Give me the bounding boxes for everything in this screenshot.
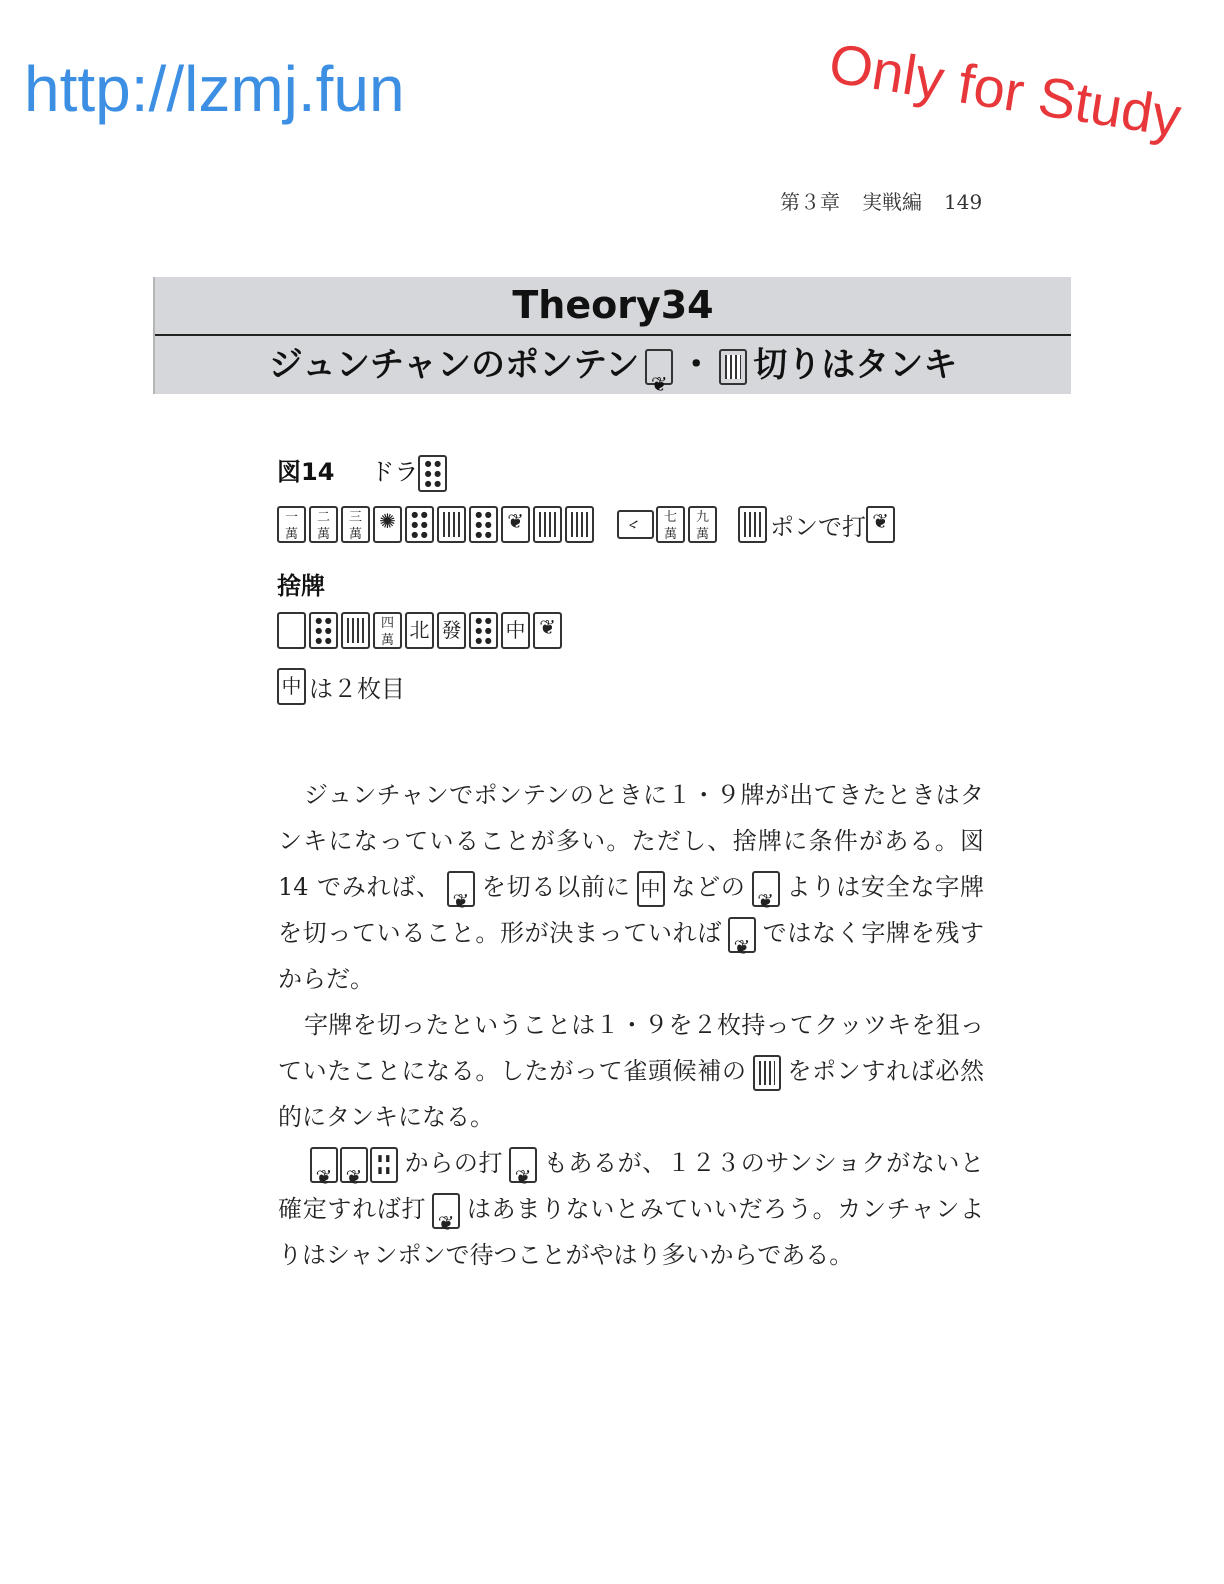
heading-sep: ・ bbox=[679, 345, 714, 385]
watermark-study: Only for Study bbox=[824, 30, 1186, 149]
tile-icon-1s bbox=[645, 349, 673, 385]
tile-1p-icon bbox=[373, 506, 402, 543]
heading-text-1: ジュンチャンのポンテン bbox=[268, 345, 640, 385]
tile-3s-icon bbox=[370, 1147, 398, 1183]
tile-chun-icon: 中 bbox=[277, 668, 306, 705]
tile-5p-icon bbox=[309, 612, 338, 649]
figure-caption bbox=[277, 452, 450, 492]
tile-chun-icon: 中 bbox=[637, 871, 665, 907]
body-text bbox=[278, 772, 984, 1278]
tile-8s-icon bbox=[437, 506, 466, 543]
watermark-url: http://lzmj.fun bbox=[24, 53, 405, 125]
tile-hatsu-icon: 發 bbox=[437, 612, 466, 649]
figure-label: 図14 bbox=[277, 458, 335, 486]
tile-north-icon: 北 bbox=[405, 612, 434, 649]
tile-3m-icon: 三 萬 bbox=[341, 506, 370, 543]
tile-8p-icon bbox=[469, 506, 498, 543]
pon-discard-text: ポンで打 bbox=[770, 513, 866, 541]
page-number: 149 bbox=[944, 190, 983, 214]
tile-1s-icon bbox=[501, 506, 530, 543]
tile-chun-icon: 中 bbox=[501, 612, 530, 649]
dora-tile-8p-icon bbox=[418, 455, 447, 492]
chapter-label: 第３章 bbox=[780, 190, 840, 214]
tile-9s-icon bbox=[738, 506, 767, 543]
title-divider bbox=[155, 334, 1071, 336]
tile-1s-icon bbox=[533, 612, 562, 649]
tile-9s-icon bbox=[753, 1055, 781, 1091]
discard-row bbox=[277, 612, 565, 649]
tile-8s-icon bbox=[341, 612, 370, 649]
tile-1s-icon bbox=[432, 1193, 460, 1229]
paragraph-2: 字牌を切ったということは１・９を２枚持ってクッツキを狙っていたことになる。したがって雀頭候補の をポンすれば必然的にタンキになる。 bbox=[278, 1011, 985, 1131]
tile-1s-icon bbox=[447, 871, 475, 907]
chun-note bbox=[277, 668, 405, 705]
running-head bbox=[780, 186, 1004, 215]
tile-7m-icon: 七 萬 bbox=[656, 506, 685, 543]
tile-9s-icon bbox=[565, 506, 594, 543]
tile-2m-icon: 二 萬 bbox=[309, 506, 338, 543]
tile-9s-icon bbox=[533, 506, 562, 543]
tile-icon-9s bbox=[719, 349, 747, 385]
discards-label: 捨牌 bbox=[277, 572, 325, 600]
tile-1s-icon bbox=[728, 917, 756, 953]
tile-south-called-icon bbox=[617, 510, 654, 539]
heading-text-2: 切りはタンキ bbox=[753, 345, 958, 385]
tile-1s-icon bbox=[340, 1147, 368, 1183]
tile-1s-icon bbox=[866, 506, 895, 543]
section-label: 実戦編 bbox=[862, 190, 922, 214]
tile-1s-icon bbox=[509, 1147, 537, 1183]
tile-1s-icon bbox=[752, 871, 780, 907]
tile-5p-icon bbox=[469, 612, 498, 649]
paragraph-3: ❦❦▮ ▮ ▮ ▮からの打❦ もあるが、１２３のサンショクがないと確定すれば打❦ はあまりないとみていいだろう。カンチャンよりはシャンポンで待つことがやはり多いからである。 bbox=[278, 1140, 984, 1278]
tile-7p-icon bbox=[405, 506, 434, 543]
hand-row bbox=[277, 506, 898, 543]
tile-4s-icon bbox=[277, 612, 306, 649]
tile-4m-icon: 四 萬 bbox=[373, 612, 402, 649]
tile-1s-icon bbox=[310, 1147, 338, 1183]
theory-title-box bbox=[153, 277, 1071, 394]
tile-1m-icon: 一 萬 bbox=[277, 506, 306, 543]
tile-9m-icon: 九 萬 bbox=[688, 506, 717, 543]
paragraph-1: ジュンチャンでポンテンのときに１・９牌が出てきたときはタンキになっていることが多い。ただし、捨牌に条件がある。図 14 でみれば、❦ を切る以前に 中 などの❦ よりは安全な字牌を切っていること。形が決まっていれば❦ ではなく字牌を残すからだ。 bbox=[278, 772, 984, 1002]
chun-note-text: は２枚目 bbox=[309, 675, 405, 703]
theory-number: Theory34 bbox=[512, 283, 714, 327]
theory-heading bbox=[155, 337, 1071, 394]
dora-label: ドラ bbox=[370, 458, 419, 486]
